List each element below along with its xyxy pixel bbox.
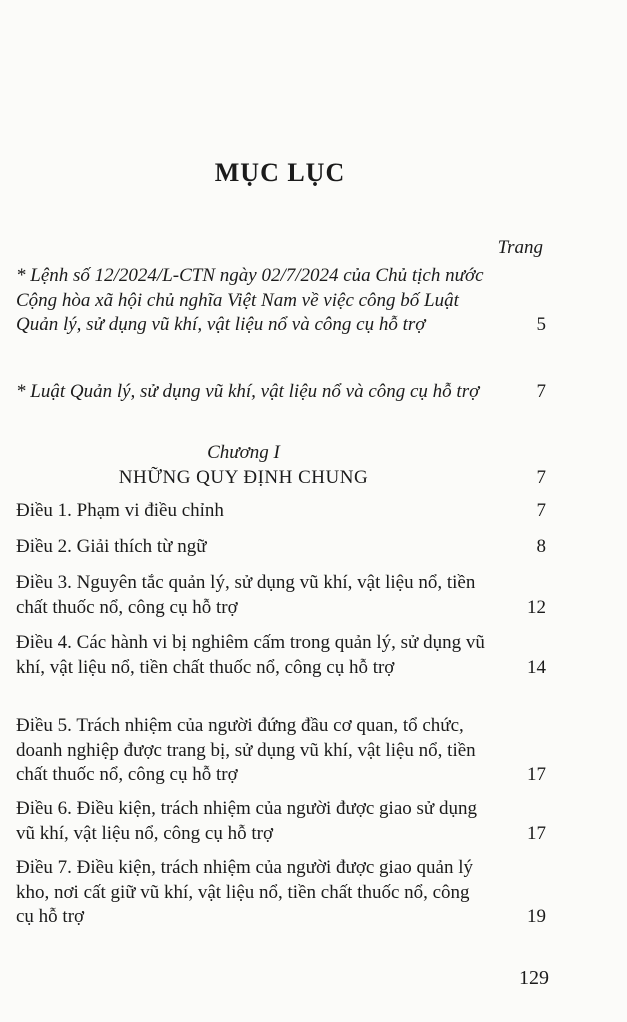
toc-article-page: 14 [527,656,546,678]
chapter-name: NHỮNG QUY ĐỊNH CHUNG [118,467,369,488]
chapter-page: 7 [536,467,546,488]
toc-article-text: Điều 3. Nguyên tắc quản lý, sử dụng vũ khí, vật liệu nổ, tiền chất thuốc nổ, công cụ hỗ trợ [16,572,476,618]
chapter-label: Chương I [207,442,280,463]
toc-article-text: Điều 6. Điều kiện, trách nhiệm của người được giao sử dụng vũ khí, vật liệu nổ, công cụ hỗ trợ [16,798,477,844]
toc-article [16,856,546,930]
toc-article [16,714,546,788]
toc-article [16,535,546,560]
toc-article [16,631,546,680]
toc-entry-page: 5 [536,314,546,335]
toc-article-text: Điều 4. Các hành vi bị nghiêm cấm trong quản lý, sử dụng vũ khí, vật liệu nổ, tiền chất thuốc nổ, công cụ hỗ trợ [16,632,485,678]
toc-article-page: 7 [536,500,546,521]
toc-article-page: 17 [527,764,546,785]
toc-article [16,571,546,620]
toc-article-page: 19 [527,906,546,927]
toc-article-text: Điều 1. Phạm vi điều chỉnh [16,500,224,521]
page-number: 129 [519,967,549,989]
page-column-header: Trang [497,237,543,258]
toc-article [16,499,546,524]
page-title: MỤC LỤC [214,158,346,187]
toc-entry [16,264,546,338]
toc-article-text: Điều 7. Điều kiện, trách nhiệm của người được giao quản lý kho, nơi cất giữ vũ khí, vật liệu nổ, tiền chất thuốc nổ, công cụ hỗ trợ [16,857,473,927]
toc-entry-text: * Luật Quản lý, sử dụng vũ khí, vật liệu nổ và công cụ hỗ trợ [16,381,480,402]
toc-entry-text: * Lệnh số 12/2024/L-CTN ngày 02/7/2024 của Chủ tịch nước Cộng hòa xã hội chủ nghĩa Việt Nam về việc công bố Luật Quản lý, sử dụng vũ khí, vật liệu nổ và công cụ hỗ trợ [16,265,484,335]
toc-entry-page: 7 [536,381,546,402]
toc-article [16,797,546,846]
toc-article-text: Điều 2. Giải thích từ ngữ [16,536,207,557]
toc-article-page: 12 [527,596,546,618]
chapter-heading [16,440,546,490]
toc-entry [16,380,546,405]
toc-article-page: 8 [536,536,546,557]
toc-article-text: Điều 5. Trách nhiệm của người đứng đầu cơ quan, tổ chức, doanh nghiệp được trang bị, sử dụng vũ khí, vật liệu nổ, tiền chất thuốc nổ, công cụ hỗ trợ [16,715,476,785]
toc-article-page: 17 [527,822,546,844]
